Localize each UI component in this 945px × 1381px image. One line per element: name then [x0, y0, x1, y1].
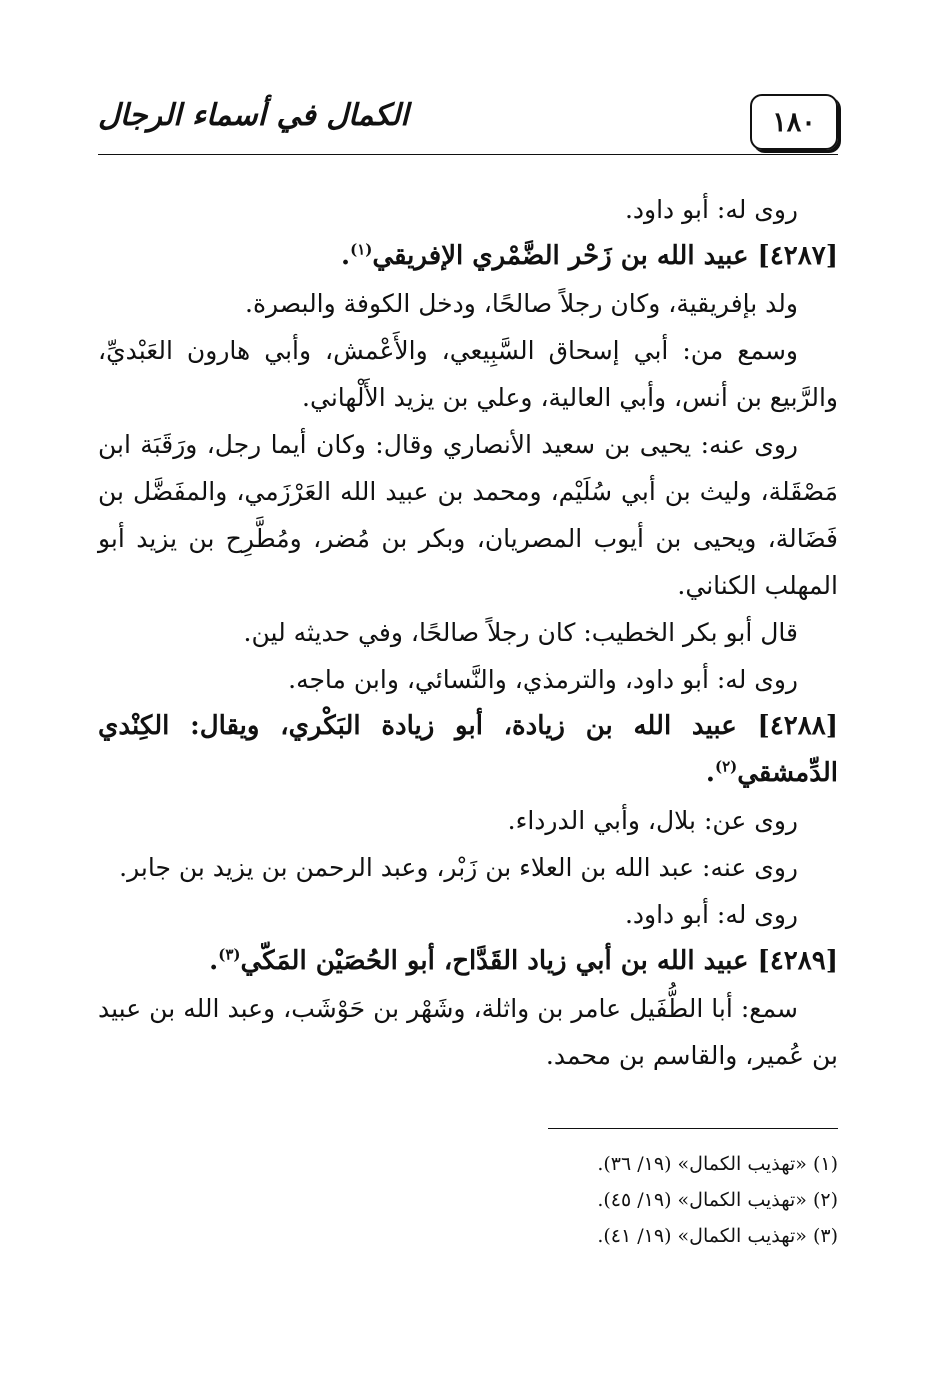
footnote-3: (٣) «تهذيب الكمال» (١٩/ ٤١).: [597, 1225, 838, 1247]
page-number: ١٨٠: [772, 106, 816, 138]
entry-end: .: [705, 758, 715, 788]
footnote-2: (٢) «تهذيب الكمال» (١٩/ ٤٥).: [597, 1189, 838, 1211]
footnote-rule: [548, 1128, 838, 1129]
footnotes: [420, 1146, 838, 1254]
entry-title: [٤٢٨٧] عبيد الله بن زَحْر الضَّمْري الإفريقي: [372, 241, 838, 271]
entry-heading-4288: [98, 703, 838, 797]
paragraph: روى عنه: يحيى بن سعيد الأنصاري وقال: وكان أيما رجل، ورَقَبَة ابن مَصْقَلة، وليث بن أبي سُلَيْم، ومحمد بن عبيد الله العَرْزَمي، والمفَضَّل بن فَضَالة، ويحيى بن أيوب المصريان، وبكر بن مُضر، ومُطَّرِح بن يزيد أبو المهلب الكناني.: [98, 430, 838, 600]
entry-heading-4289: [98, 938, 838, 985]
main-text: [98, 186, 838, 1079]
entry-end: .: [209, 946, 219, 976]
footnote-ref: (١): [350, 240, 373, 259]
paragraph: سمع: أبا الطُّفَيل عامر بن واثلة، وشَهْر بن حَوْشَب، وعبد الله بن عبيد بن عُمير، والقاسم بن محمد.: [98, 994, 838, 1070]
footnote-ref: (٢): [714, 757, 738, 776]
header-rule: [98, 154, 838, 155]
entry-end: .: [341, 241, 351, 271]
footnote-ref: (٣): [218, 945, 241, 964]
paragraph: روى عن: بلال، وأبي الدرداء.: [507, 806, 798, 835]
paragraph: وسمع من: أبي إسحاق السَّبِيعي، والأَعْمش، وأبي هارون العَبْديِّ، والرَّبيع بن أنس، وأبي العالية، وعلي بن يزيد الأَلْهاني.: [98, 336, 838, 412]
page-header: [98, 92, 838, 156]
entry-title: [٤٢٨٩] عبيد الله بن أبي زياد القَدَّاح، أبو الحُصَيْن المَكّي: [240, 946, 838, 976]
paragraph: روى له: أبو داود، والترمذي، والنَّسائي، وابن ماجه.: [288, 665, 798, 694]
paragraph: روى عنه: عبد الله بن العلاء بن زَبْر، وعبد الرحمن بن يزيد بن جابر.: [119, 853, 798, 882]
book-title: الكمال في أسماء الرجال: [98, 98, 409, 133]
paragraph: قال أبو بكر الخطيب: كان رجلاً صالحًا، وفي حديثه لين.: [243, 618, 798, 647]
paragraph: روى له: أبو داود.: [624, 900, 798, 929]
paragraph: روى له: أبو داود.: [624, 195, 798, 224]
entry-heading-4287: [98, 233, 838, 280]
paragraph: ولد بإفريقية، وكان رجلاً صالحًا، ودخل الكوفة والبصرة.: [245, 289, 798, 318]
page-number-box: [750, 94, 838, 150]
entry-title: [٤٢٨٨] عبيد الله بن زيادة، أبو زيادة البَكْري، ويقال: الكِنْدي الدِّمشقي: [98, 711, 838, 788]
footnote-1: (١) «تهذيب الكمال» (١٩/ ٣٦).: [597, 1153, 838, 1175]
